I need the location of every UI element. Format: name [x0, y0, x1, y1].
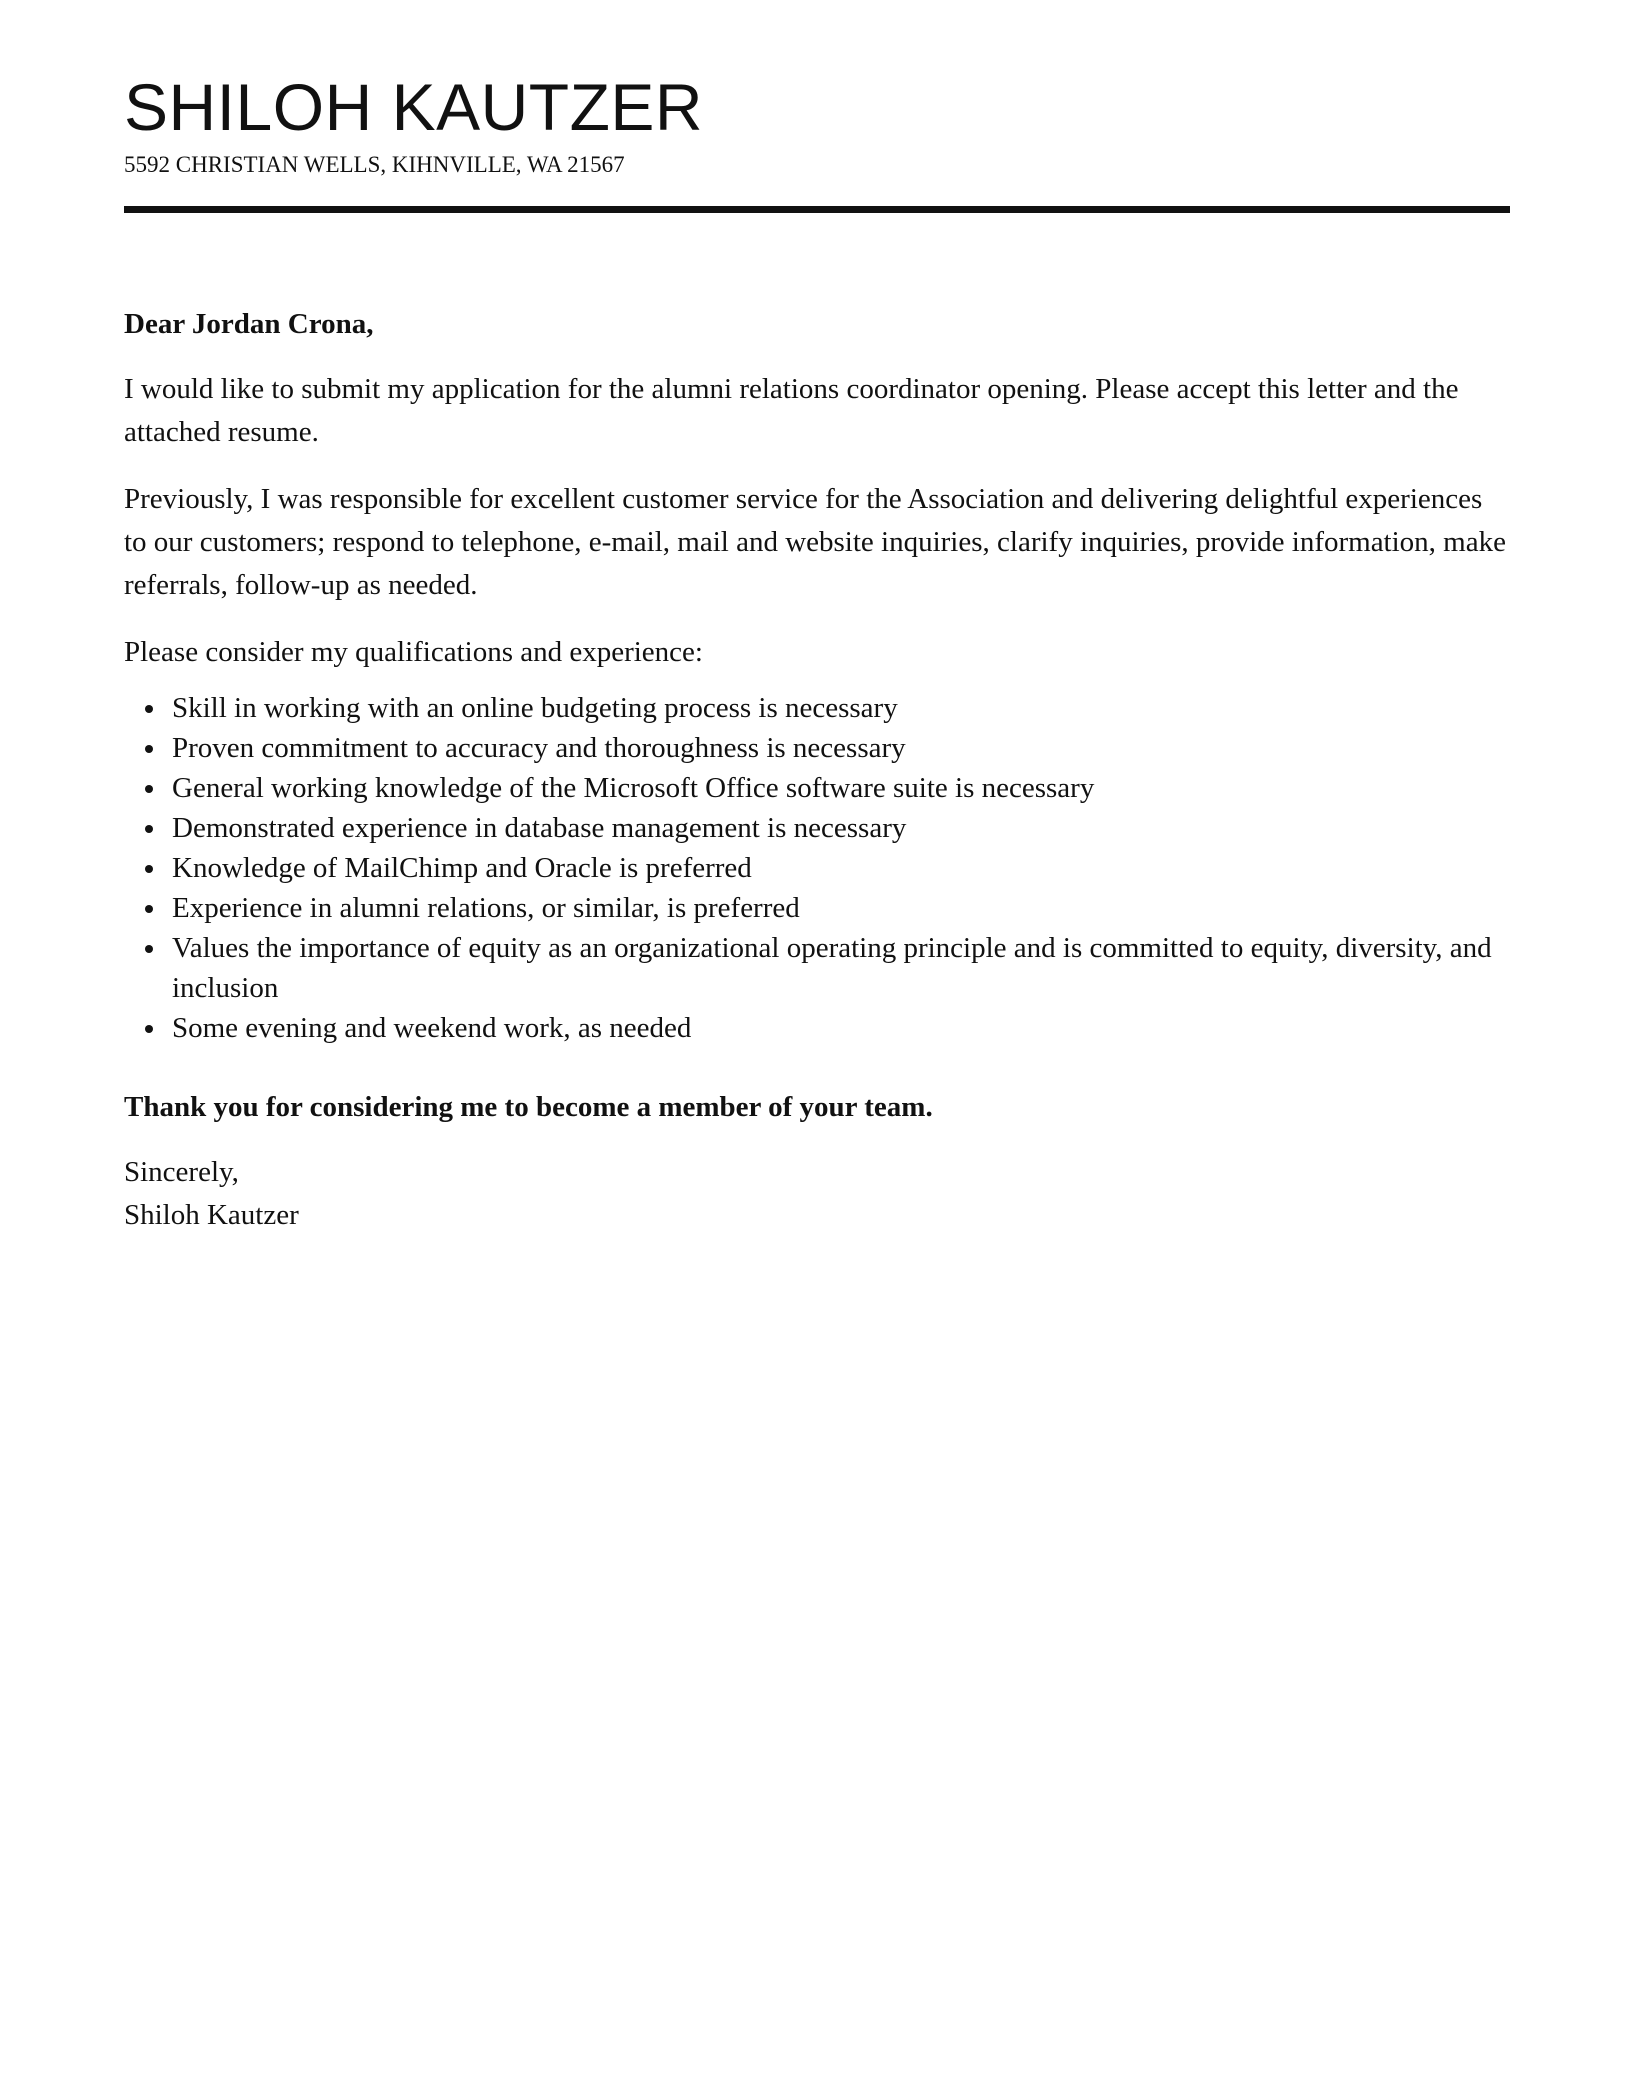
closing-statement: Thank you for considering me to become a member of your team. — [124, 1091, 933, 1123]
salutation: Dear Jordan Crona, — [124, 308, 374, 340]
valediction: Sincerely, — [124, 1156, 239, 1188]
signature-name: Shiloh Kautzer — [124, 1199, 299, 1231]
list-item: Demonstrated experience in database management is necessary — [172, 808, 1510, 848]
list-item: Skill in working with an online budgeting process is necessary — [172, 688, 1510, 728]
list-item: General working knowledge of the Microsoft Office software suite is necessary — [172, 768, 1510, 808]
letter-body — [124, 303, 1510, 1237]
experience-paragraph: Previously, I was responsible for excellent customer service for the Association and delivering delightful experiences to our customers; respond to telephone, e-mail, mail and website inquiries, clarify inquiries, provide information, make referrals, follow-up as needed. — [124, 483, 1506, 601]
list-item: Values the importance of equity as an organizational operating principle and is committed to equity, diversity, and inclusion — [172, 928, 1510, 1008]
qualifications-intro: Please consider my qualifications and experience: — [124, 636, 703, 668]
list-item: Proven commitment to accuracy and thoroughness is necessary — [172, 728, 1510, 768]
qualifications-list — [124, 688, 1510, 1048]
applicant-name: SHILOH KAUTZER — [124, 70, 704, 144]
list-item: Experience in alumni relations, or similar, is preferred — [172, 888, 1510, 928]
list-item: Knowledge of MailChimp and Oracle is preferred — [172, 848, 1510, 888]
header-divider — [124, 206, 1510, 213]
list-item: Some evening and weekend work, as needed — [172, 1008, 1510, 1048]
intro-paragraph: I would like to submit my application for the alumni relations coordinator opening. Please accept this letter and the attached resume. — [124, 373, 1459, 448]
applicant-address: 5592 CHRISTIAN WELLS, KIHNVILLE, WA 21567 — [124, 152, 625, 177]
